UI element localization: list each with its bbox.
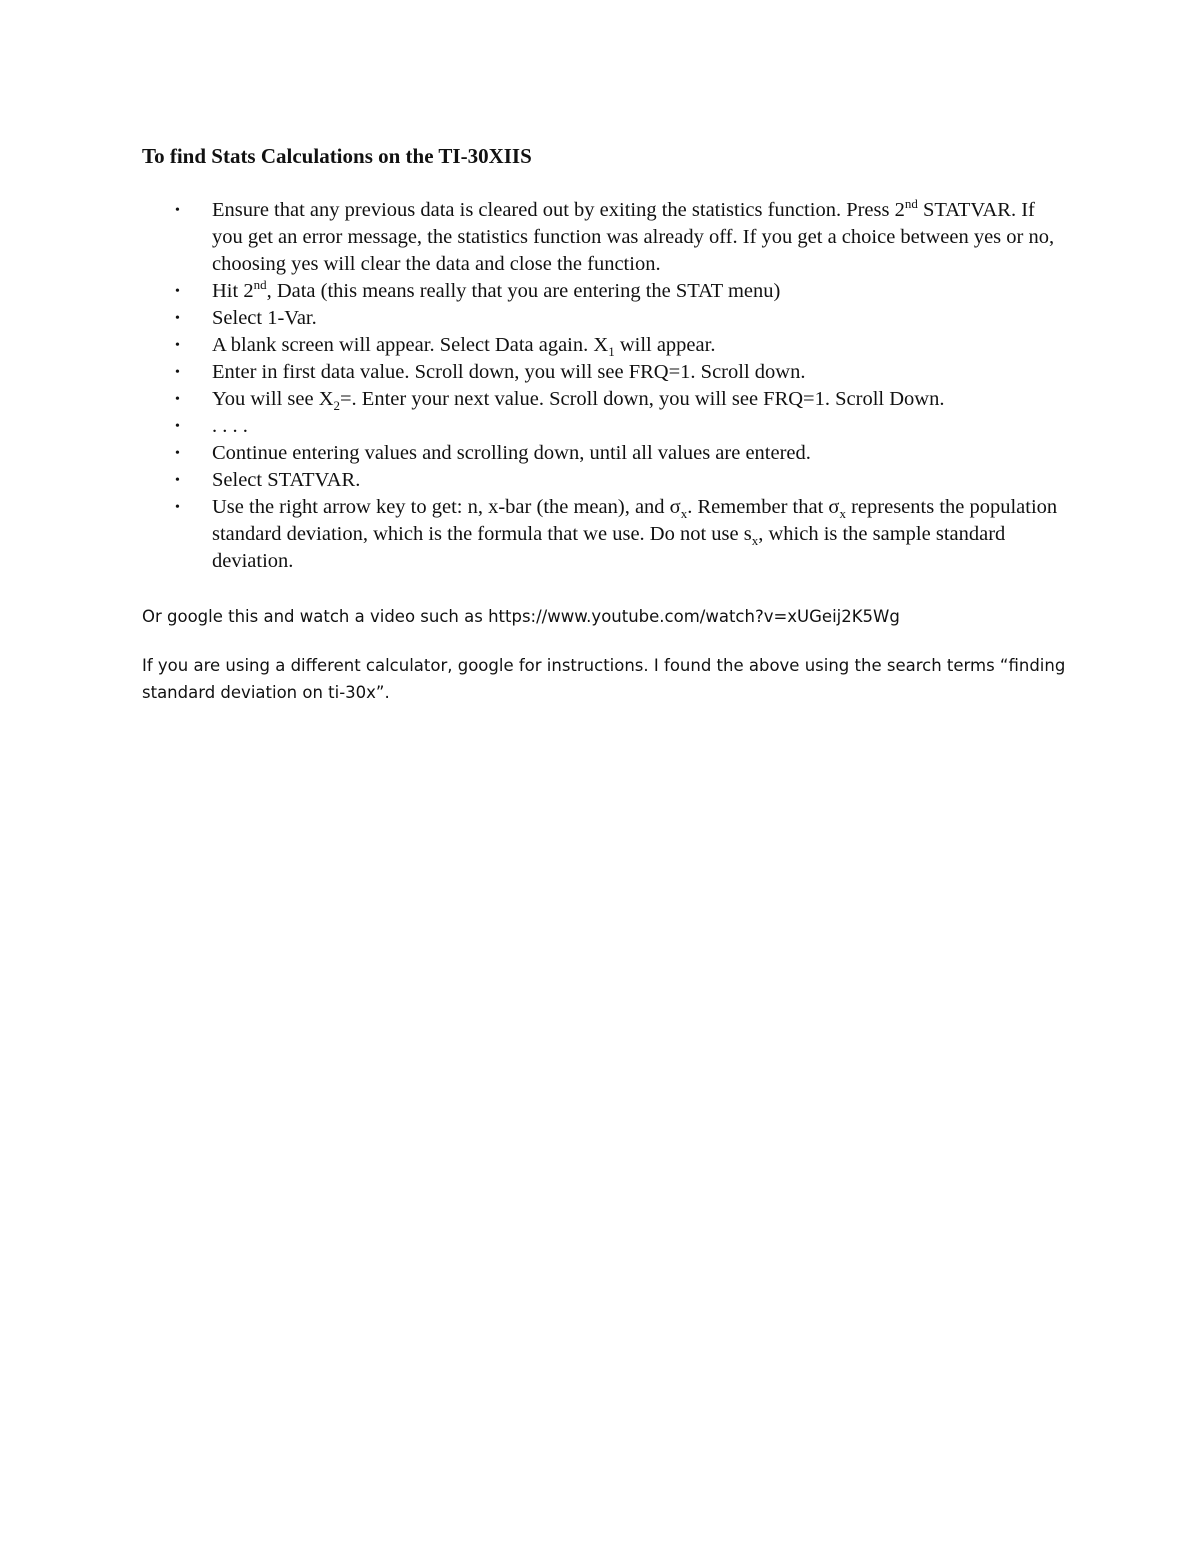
list-item [142, 359, 1062, 386]
bullet-icon: • [175, 311, 180, 326]
list-item [142, 332, 1062, 359]
bullet-icon: • [175, 500, 180, 515]
subscript: x [751, 533, 759, 549]
step-text: Continue entering values and scrolling down, until all values are entered. [212, 442, 811, 464]
bullet-icon: • [175, 338, 180, 353]
superscript: nd [904, 196, 918, 212]
bullet-icon: • [175, 365, 180, 380]
list-item [142, 494, 1062, 575]
step-text: You will see X [212, 388, 334, 410]
step-text: A blank screen will appear. Select Data again. X [212, 334, 609, 356]
step-text: . Remember that σ [687, 496, 840, 518]
step-text: . . . . [212, 415, 248, 437]
step-text: Select 1-Var. [212, 307, 317, 329]
step-text: , which is the sample standard deviation. [212, 523, 1006, 572]
list-item [142, 413, 1062, 440]
calculator-note: If you are using a different calculator, google for instructions. I found the above using the search terms “finding standard deviation on ti-30x”. [142, 656, 1066, 702]
step-text: will appear. [614, 334, 716, 356]
step-text: , Data (this means really that you are entering the STAT menu) [266, 280, 781, 302]
step-text: Use the right arrow key to get: n, x-bar (the mean), and σ [212, 496, 681, 518]
document-title: To find Stats Calculations on the TI-30XIIS [142, 144, 532, 168]
video-note: Or google this and watch a video such as https://www.youtube.com/watch?v=xUGeij2K5Wg [142, 607, 900, 626]
list-item [142, 197, 1062, 278]
list-item [142, 278, 1062, 305]
bullet-icon: • [175, 392, 180, 407]
step-text: =. Enter your next value. Scroll down, you will see FRQ=1. Scroll Down. [340, 388, 945, 410]
step-text: Hit 2 [212, 280, 254, 302]
bullet-icon: • [175, 473, 180, 488]
subscript: x [680, 506, 688, 522]
instruction-list [142, 197, 1062, 575]
bullet-icon: • [175, 203, 180, 218]
list-item [142, 386, 1062, 413]
list-item [142, 305, 1062, 332]
bullet-icon: • [175, 419, 180, 434]
list-item [142, 440, 1062, 467]
step-text: Select STATVAR. [212, 469, 361, 491]
list-item [142, 467, 1062, 494]
step-text: Enter in first data value. Scroll down, you will see FRQ=1. Scroll down. [212, 361, 806, 383]
subscript: 1 [608, 344, 615, 360]
subscript: x [839, 506, 846, 522]
step-text: Ensure that any previous data is cleared out by exiting the statistics function. Press 2 [212, 199, 905, 221]
step-text: STATVAR. If you get an error message, the statistics function was already off. If you get a choice between yes or no, choosing yes will clear the data and close the function. [212, 199, 1055, 275]
superscript: nd [253, 277, 267, 293]
bullet-icon: • [175, 446, 180, 461]
step-text: represents the population standard deviation, which is the formula that we use. Do not use s [212, 496, 1058, 545]
bullet-icon: • [175, 284, 180, 299]
subscript: 2 [333, 398, 340, 414]
